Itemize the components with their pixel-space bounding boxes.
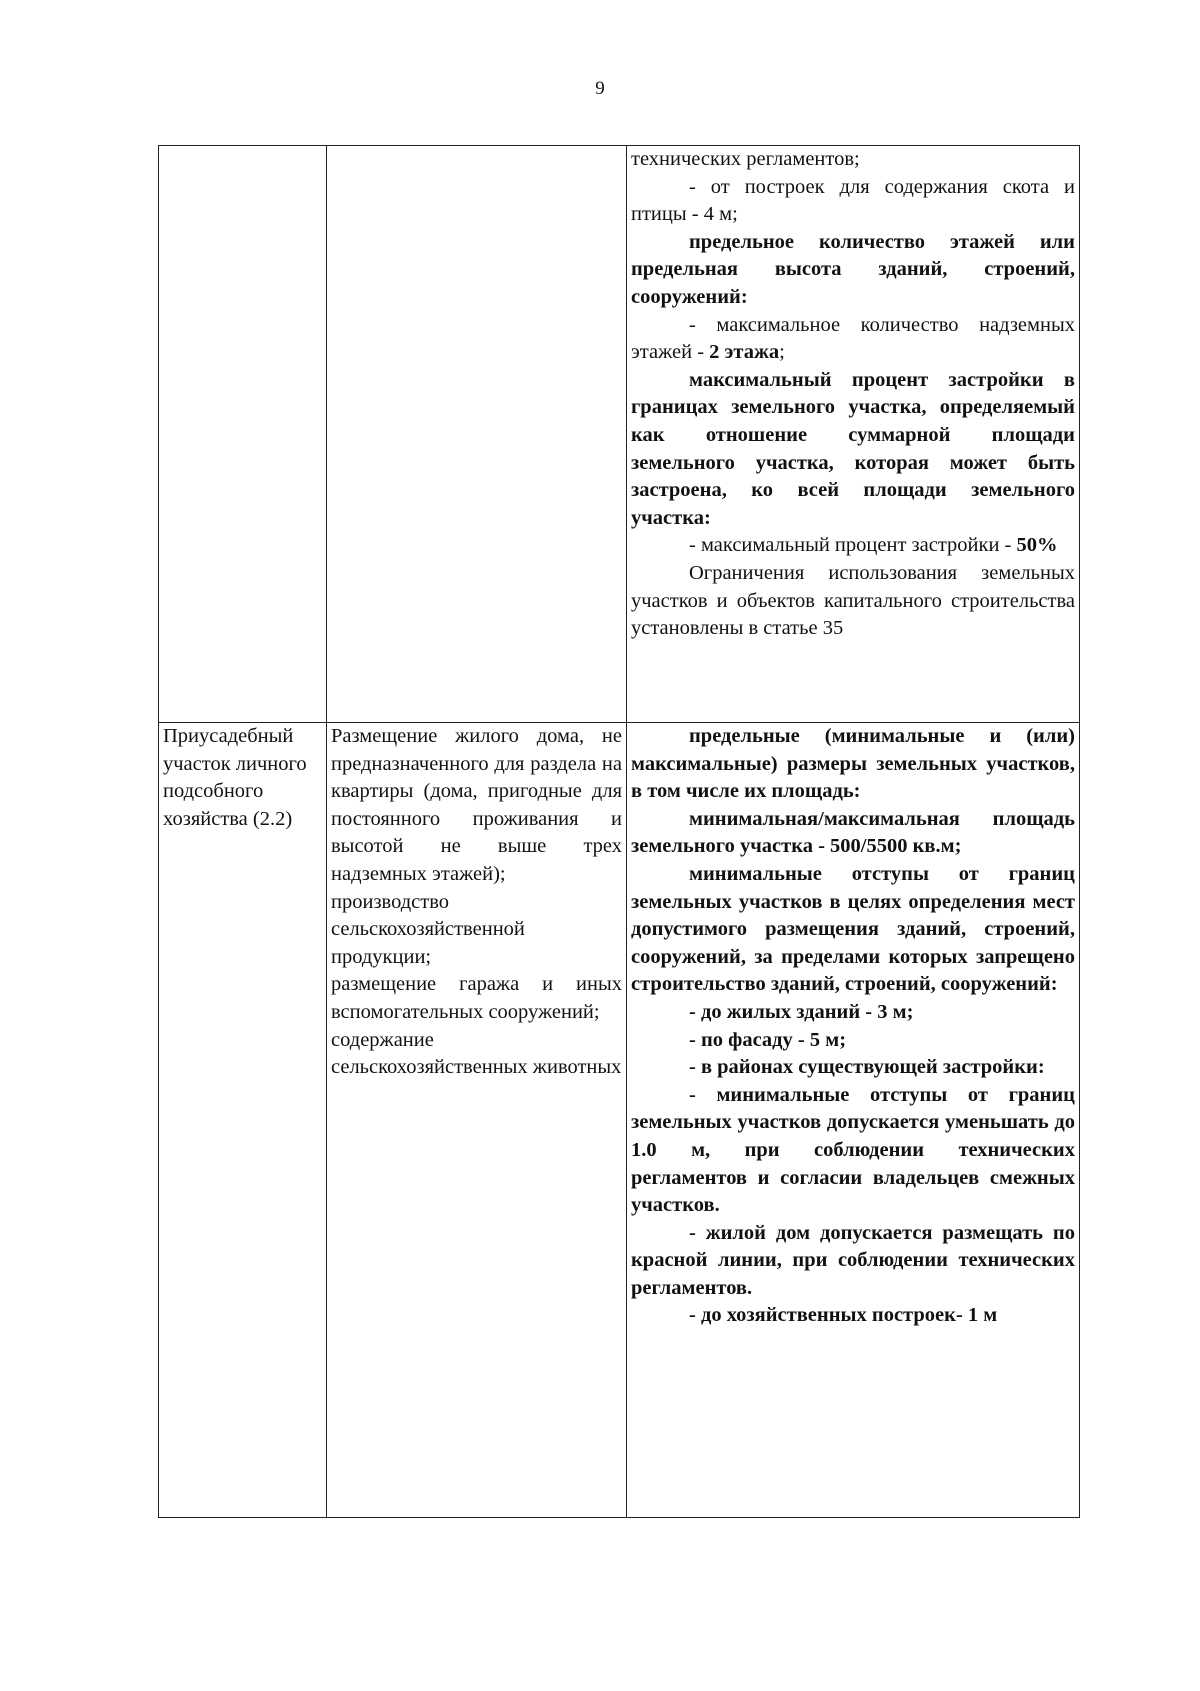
parameter-paragraph: минимальные отступы от границ земельных участков в целях определения мест допустимого размещения зданий, строений, сооружений, за пределами которых запрещено строительство зданий, строений, сооружений: [631,862,1075,996]
parameter-paragraph: - жилой дом допускается размещать по красной линии, при соблюдении технических регламентов. [631,1221,1075,1299]
parameter-paragraph: максимальный процент застройки в границах земельного участка, определяемый как отношение суммарной площади земельного участка, которая может быть застроена, ко всей площади земельного участка: [631,368,1075,529]
description-paragraph: размещение гаража и иных вспомогательных сооружений; [331,973,622,1023]
parameter-paragraph: - в районах существующей застройки: [689,1056,1045,1079]
table-row [159,146,1080,723]
parameter-paragraph: минимальная/максимальная площадь земельного участка - 500/5500 кв.м; [631,807,1075,858]
parameter-paragraph: - до хозяйственных построек- 1 м [689,1304,998,1327]
regulations-table [158,145,1080,1518]
parameter-paragraph: - до жилых зданий - 3 м; [689,1000,914,1023]
parameters-cell [627,723,1080,1518]
description-paragraph: производство сельскохозяйственной продукции; [331,890,525,968]
use-type-name: Приусадебный участок личного подсобного хозяйства (2.2) [163,725,307,830]
parameter-paragraph: технических регламентов; [631,148,860,170]
parameter-paragraph: предельные (минимальные и (или) максимальные) размеры земельных участков, в том числе их площадь: [631,725,1075,803]
description-paragraph: содержание сельскохозяйственных животных [331,1028,622,1079]
parameter-paragraph: - максимальный процент застройки - 50% [689,534,1058,557]
description-paragraph: Размещение жилого дома, не предназначенного для раздела на квартиры (дома, пригодные для постоянного проживания и высотой не выше трех надземных этажей); [331,725,622,885]
parameter-paragraph: - максимальное количество надземных этажей - 2 этажа; [631,313,1075,364]
table-row [159,723,1080,1518]
use-description-cell [327,723,627,1518]
page-number: 9 [595,78,605,99]
use-type-cell [159,146,327,723]
parameter-paragraph: - от построек для содержания скота и птицы - 4 м; [631,175,1075,226]
use-type-cell [159,723,327,1518]
use-description-cell [327,146,627,723]
parameter-paragraph: предельное количество этажей или предельная высота зданий, строений, сооружений: [631,230,1075,308]
parameter-paragraph: Ограничения использования земельных участков и объектов капитального строительства установлены в статье 35 [631,561,1075,640]
parameters-cell [627,146,1080,723]
parameter-paragraph: - минимальные отступы от границ земельных участков допускается уменьшать до 1.0 м, при соблюдении технических регламентов и согласии владельцев смежных участков. [631,1083,1075,1217]
parameter-paragraph: - по фасаду - 5 м; [689,1028,847,1051]
